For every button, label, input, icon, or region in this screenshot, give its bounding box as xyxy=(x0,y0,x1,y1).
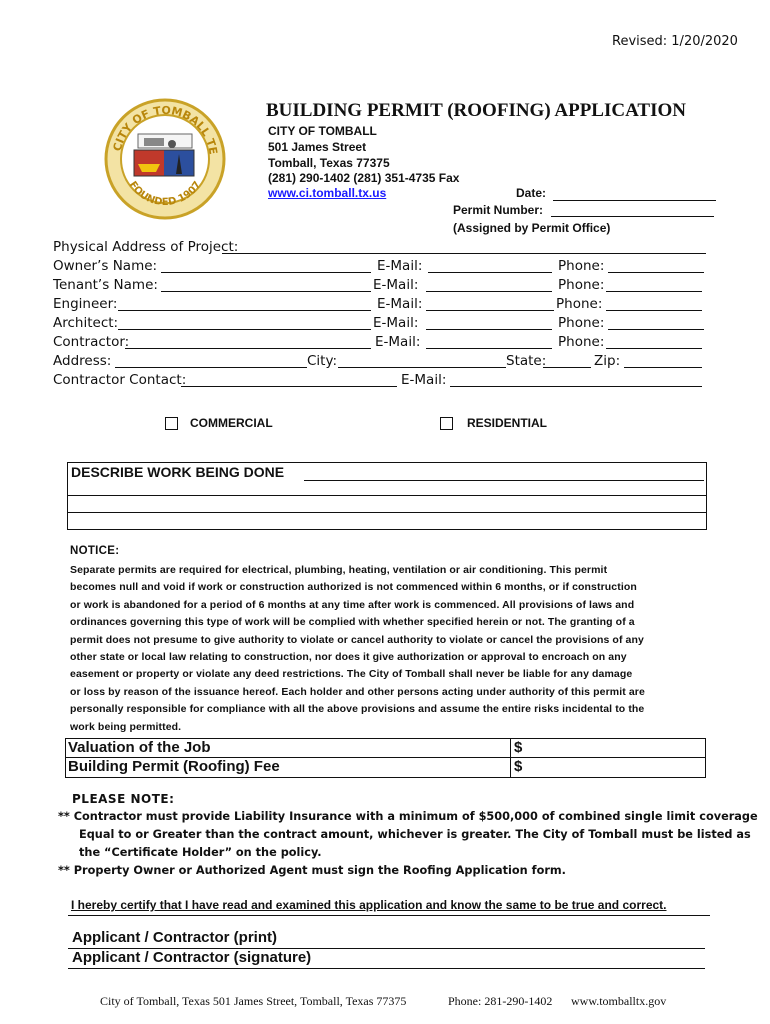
residential-checkbox[interactable] xyxy=(440,417,453,430)
contractor-email-label: E-Mail: xyxy=(375,334,421,350)
state-label: State: xyxy=(506,353,547,369)
owner-email-field[interactable] xyxy=(428,272,552,273)
office-name: CITY OF TOMBALL xyxy=(268,124,377,138)
permit-number-label: Permit Number: xyxy=(453,203,544,217)
valuation-amount-field[interactable] xyxy=(528,739,704,757)
notice-line: other state or local law relating to construction, nor does it give authorization or approval to encroach on any xyxy=(70,651,627,664)
architect-email-label: E-Mail: xyxy=(373,315,419,331)
notice-line: or work is abandoned for a period of 6 months at any time after work is commenced. All provisions of laws and xyxy=(70,598,635,611)
architect-phone-label: Phone: xyxy=(558,315,605,331)
notice-line: easement or property or violate any deed restrictions. The City of Tomball shall never be liable for any damage xyxy=(70,668,633,681)
state-field[interactable] xyxy=(543,367,591,368)
applicant-signature-field[interactable] xyxy=(68,968,705,969)
notice-line: work being permitted. xyxy=(70,720,182,733)
describe-work-line-1[interactable] xyxy=(304,480,704,481)
contractor-phone-field[interactable] xyxy=(606,348,702,349)
please-note-line-4: ** Property Owner or Authorized Agent must sign the Roofing Application form. xyxy=(58,864,566,877)
zip-label: Zip: xyxy=(594,353,621,369)
physical-address-label: Physical Address of Project: xyxy=(53,239,239,255)
please-note-line-2: Equal to or Greater than the contract amount, whichever is greater. The City of Tomball must be listed as xyxy=(79,828,751,841)
fee-table xyxy=(65,738,706,778)
tenant-email-field[interactable] xyxy=(426,291,552,292)
owner-phone-field[interactable] xyxy=(608,272,704,273)
please-note-heading: PLEASE NOTE: xyxy=(72,792,175,806)
please-note-line-1: ** Contractor must provide Liability Insurance with a minimum of $500,000 of combined single limit coverage xyxy=(58,810,758,823)
commercial-checkbox[interactable] xyxy=(165,417,178,430)
architect-phone-field[interactable] xyxy=(608,329,704,330)
owner-name-label: Owner’s Name: xyxy=(53,258,158,274)
engineer-phone-field[interactable] xyxy=(606,310,702,311)
tenant-name-field[interactable] xyxy=(161,291,371,292)
tenant-name-label: Tenant’s Name: xyxy=(53,277,158,293)
address-label: Address: xyxy=(53,353,112,369)
form-title: BUILDING PERMIT (ROOFING) APPLICATION xyxy=(266,100,686,121)
owner-name-field[interactable] xyxy=(161,272,371,273)
footer-website: www.tomballtx.gov xyxy=(571,994,667,1008)
describe-work-box[interactable] xyxy=(67,462,707,530)
svg-text:THE CITY OF TOMBALL TEXAS: CITY OF TOMBALL TE xyxy=(110,103,220,156)
engineer-email-field[interactable] xyxy=(426,310,554,311)
architect-email-field[interactable] xyxy=(426,329,552,330)
address-field[interactable] xyxy=(115,367,307,368)
notice-line: ordinances governing this type of work will be complied with whether specified herein or not. The granting of a xyxy=(70,616,635,629)
notice-line: personally responsible for compliance with all the above provisions and assume the entire risks incidental to the xyxy=(70,703,645,716)
engineer-phone-label: Phone: xyxy=(556,296,603,312)
date-label: Date: xyxy=(516,186,547,200)
tenant-phone-label: Phone: xyxy=(558,277,605,293)
notice-line: or loss by reason of the issuance hereof. Each holder and other persons acting under authority of this permit are xyxy=(70,685,645,698)
assigned-note: (Assigned by Permit Office) xyxy=(453,221,611,235)
tenant-email-label: E-Mail: xyxy=(373,277,419,293)
fee-label: Building Permit (Roofing) Fee xyxy=(68,758,280,775)
notice-line: Separate permits are required for electrical, plumbing, heating, ventilation or air conditioning. This permit xyxy=(70,564,608,576)
engineer-field[interactable] xyxy=(118,310,371,311)
footer-address: City of Tomball, Texas 501 James Street, Tomball, Texas 77375 xyxy=(100,994,407,1008)
describe-work-line-2[interactable] xyxy=(68,495,706,496)
contractor-email-field[interactable] xyxy=(426,348,552,349)
contractor-contact-field[interactable] xyxy=(181,386,397,387)
contact-email-field[interactable] xyxy=(450,386,702,387)
notice-heading: NOTICE: xyxy=(70,545,120,557)
city-seal xyxy=(104,98,226,220)
contractor-label: Contractor: xyxy=(53,334,130,350)
engineer-email-label: E-Mail: xyxy=(377,296,423,312)
notice-line: permit does not presume to give authority to violate or cancel authority to violate or cancel the provisions of any xyxy=(70,633,644,646)
owner-phone-label: Phone: xyxy=(558,258,605,274)
city-field[interactable] xyxy=(338,367,506,368)
architect-label: Architect: xyxy=(53,315,119,331)
valuation-dollar: $ xyxy=(514,739,523,756)
office-website-link[interactable]: www.ci.tomball.tx.us xyxy=(268,186,387,200)
zip-field[interactable] xyxy=(624,367,702,368)
fee-dollar: $ xyxy=(514,758,523,775)
svg-text:FOUNDED 1907: FOUNDED 1907 xyxy=(126,179,204,209)
applicant-signature-label: Applicant / Contractor (signature) xyxy=(72,949,312,966)
revised-date: Revised: 1/20/2020 xyxy=(612,34,738,49)
architect-field[interactable] xyxy=(118,329,371,330)
certify-underline xyxy=(68,915,710,916)
engineer-label: Engineer: xyxy=(53,296,118,312)
physical-address-field[interactable] xyxy=(222,253,706,254)
please-note-line-3: the “Certificate Holder” on the policy. xyxy=(79,846,322,859)
certify-statement: I hereby certify that I have read and examined this application and know the same to be true and correct. xyxy=(71,898,667,912)
contractor-phone-label: Phone: xyxy=(558,334,605,350)
contractor-contact-label: Contractor Contact: xyxy=(53,372,187,388)
applicant-print-label: Applicant / Contractor (print) xyxy=(72,929,277,946)
describe-work-label: DESCRIBE WORK BEING DONE xyxy=(71,464,285,480)
contact-email-label: E-Mail: xyxy=(401,372,447,388)
residential-label: RESIDENTIAL xyxy=(467,416,548,430)
contractor-field[interactable] xyxy=(125,348,371,349)
permit-number-field[interactable] xyxy=(551,216,714,217)
city-label: City: xyxy=(307,353,338,369)
owner-email-label: E-Mail: xyxy=(377,258,423,274)
notice-body xyxy=(70,562,710,736)
footer-phone: Phone: 281-290-1402 xyxy=(448,994,553,1008)
valuation-label: Valuation of the Job xyxy=(68,739,211,756)
tenant-phone-field[interactable] xyxy=(606,291,702,292)
fee-amount-field[interactable] xyxy=(528,758,704,776)
office-phone: (281) 290-1402 (281) 351-4735 Fax xyxy=(268,171,460,185)
notice-line: becomes null and void if work or construction authorized is not commenced within 6 months, or if construction xyxy=(70,581,637,594)
commercial-label: COMMERCIAL xyxy=(190,416,273,430)
date-field[interactable] xyxy=(553,200,716,201)
describe-work-line-3[interactable] xyxy=(68,512,706,513)
office-city: Tomball, Texas 77375 xyxy=(268,156,390,170)
office-street: 501 James Street xyxy=(268,140,367,154)
